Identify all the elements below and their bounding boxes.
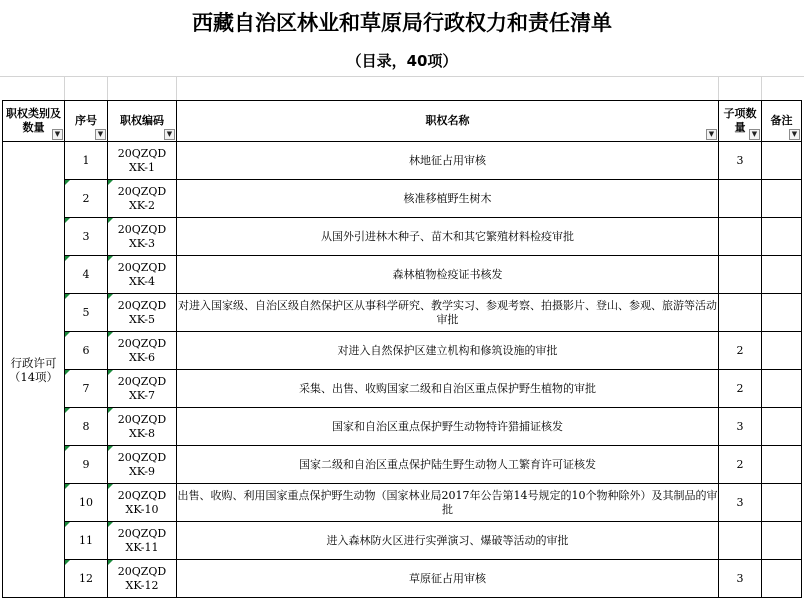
remark-cell <box>762 332 802 370</box>
code-cell: 20QZQD XK-4 <box>108 256 177 294</box>
name-cell: 对进入自然保护区建立机构和修筑设施的审批 <box>177 332 719 370</box>
remark-cell <box>762 446 802 484</box>
code-cell: 20QZQD XK-12 <box>108 560 177 598</box>
comment-marker <box>108 408 113 413</box>
comment-marker <box>108 522 113 527</box>
comment-marker <box>108 484 113 489</box>
sheet-title: 西藏自治区林业和草原局行政权力和责任清单 <box>192 11 612 35</box>
sub-count-cell: 3 <box>719 484 762 522</box>
name-cell: 草原征占用审核 <box>177 560 719 598</box>
gridline <box>761 76 762 100</box>
sub-count-cell <box>719 522 762 560</box>
table-row <box>3 332 802 370</box>
comment-marker <box>65 256 70 261</box>
header-seq: 序号 ▼ <box>65 101 108 142</box>
seq-cell: 5 <box>65 294 108 332</box>
name-cell: 从国外引进林木种子、苗木和其它繁殖材料检疫审批 <box>177 218 719 256</box>
name-cell: 出售、收购、利用国家重点保护野生动物（国家林业局2017年公告第14号规定的10个物种除外）及其制品的审批 <box>177 484 719 522</box>
table-row <box>3 560 802 598</box>
category-name: 行政许可 <box>10 355 57 370</box>
code-cell: 20QZQD XK-5 <box>108 294 177 332</box>
comment-marker <box>65 560 70 565</box>
comment-marker <box>108 256 113 261</box>
remark-cell <box>762 256 802 294</box>
code-cell: 20QZQD XK-7 <box>108 370 177 408</box>
gridline <box>64 76 65 100</box>
code-cell: 20QZQD XK-10 <box>108 484 177 522</box>
comment-marker <box>108 294 113 299</box>
sub-count-cell: 3 <box>719 408 762 446</box>
remark-cell <box>762 484 802 522</box>
sub-count-cell: 2 <box>719 370 762 408</box>
code-cell: 20QZQD XK-3 <box>108 218 177 256</box>
remark-cell <box>762 408 802 446</box>
remark-cell <box>762 218 802 256</box>
table-row <box>3 180 802 218</box>
comment-marker <box>65 218 70 223</box>
chevron-down-icon[interactable]: ▼ <box>164 129 175 140</box>
chevron-down-icon[interactable]: ▼ <box>789 129 800 140</box>
comment-marker <box>65 332 70 337</box>
table-row <box>3 522 802 560</box>
header-code: 职权编码 ▼ <box>108 101 177 142</box>
chevron-down-icon[interactable]: ▼ <box>706 129 717 140</box>
comment-marker <box>65 446 70 451</box>
seq-cell: 1 <box>65 142 108 180</box>
table-row <box>3 446 802 484</box>
comment-marker <box>108 560 113 565</box>
header-name: 职权名称 ▼ <box>177 101 719 142</box>
sub-count-cell: 2 <box>719 332 762 370</box>
header-category: 职权类别及数量 ▼ <box>3 101 65 142</box>
code-cell: 20QZQD XK-8 <box>108 408 177 446</box>
remark-cell <box>762 142 802 180</box>
seq-cell: 8 <box>65 408 108 446</box>
name-cell: 进入森林防火区进行实弹演习、爆破等活动的审批 <box>177 522 719 560</box>
responsibility-table <box>2 100 802 598</box>
comment-marker <box>65 522 70 527</box>
table-row <box>3 218 802 256</box>
sheet-subtitle: （目录，40项） <box>346 52 458 70</box>
remark-cell <box>762 522 802 560</box>
chevron-down-icon[interactable]: ▼ <box>95 129 106 140</box>
code-cell: 20QZQD XK-1 <box>108 142 177 180</box>
table-row <box>3 256 802 294</box>
header-sub-count: 子项数量 ▼ <box>719 101 762 142</box>
category-count: （14项） <box>8 369 59 384</box>
table-row <box>3 408 802 446</box>
code-cell: 20QZQD XK-9 <box>108 446 177 484</box>
name-cell: 国家二级和自治区重点保护陆生野生动物人工繁育许可证核发 <box>177 446 719 484</box>
seq-cell: 12 <box>65 560 108 598</box>
remark-cell <box>762 294 802 332</box>
remark-cell <box>762 370 802 408</box>
name-cell: 核准移植野生树木 <box>177 180 719 218</box>
name-cell: 采集、出售、收购国家二级和自治区重点保护野生植物的审批 <box>177 370 719 408</box>
sub-count-cell: 3 <box>719 560 762 598</box>
seq-cell: 7 <box>65 370 108 408</box>
code-cell: 20QZQD XK-11 <box>108 522 177 560</box>
comment-marker <box>65 294 70 299</box>
table-row <box>3 370 802 408</box>
sub-count-cell <box>719 180 762 218</box>
seq-cell: 4 <box>65 256 108 294</box>
comment-marker <box>65 408 70 413</box>
table-row <box>3 294 802 332</box>
remark-cell <box>762 560 802 598</box>
comment-marker <box>65 370 70 375</box>
seq-cell: 3 <box>65 218 108 256</box>
sub-count-cell <box>719 256 762 294</box>
comment-marker <box>108 332 113 337</box>
seq-cell: 2 <box>65 180 108 218</box>
comment-marker <box>108 180 113 185</box>
table-row <box>3 142 802 180</box>
sub-count-cell <box>719 294 762 332</box>
gridline <box>107 76 108 100</box>
sub-count-cell: 2 <box>719 446 762 484</box>
chevron-down-icon[interactable]: ▼ <box>749 129 760 140</box>
name-cell: 国家和自治区重点保护野生动物特许猎捕证核发 <box>177 408 719 446</box>
seq-cell: 9 <box>65 446 108 484</box>
sub-count-cell <box>719 218 762 256</box>
seq-cell: 10 <box>65 484 108 522</box>
header-row <box>3 101 802 142</box>
category-cell <box>3 142 65 598</box>
name-cell: 林地征占用审核 <box>177 142 719 180</box>
seq-cell: 6 <box>65 332 108 370</box>
comment-marker <box>65 484 70 489</box>
name-cell: 森林植物检疫证书核发 <box>177 256 719 294</box>
seq-cell: 11 <box>65 522 108 560</box>
code-cell: 20QZQD XK-2 <box>108 180 177 218</box>
comment-marker <box>108 218 113 223</box>
code-cell: 20QZQD XK-6 <box>108 332 177 370</box>
comment-marker <box>108 370 113 375</box>
gridline <box>0 76 804 77</box>
comment-marker <box>108 446 113 451</box>
comment-marker <box>65 180 70 185</box>
sub-count-cell: 3 <box>719 142 762 180</box>
chevron-down-icon[interactable]: ▼ <box>52 129 63 140</box>
remark-cell <box>762 180 802 218</box>
header-remark: 备注 ▼ <box>762 101 802 142</box>
name-cell: 对进入国家级、自治区级自然保护区从事科学研究、教学实习、参观考察、拍摄影片、登山、参观、旅游等活动审批 <box>177 294 719 332</box>
gridline <box>718 76 719 100</box>
gridline <box>176 76 177 100</box>
table-row <box>3 484 802 522</box>
